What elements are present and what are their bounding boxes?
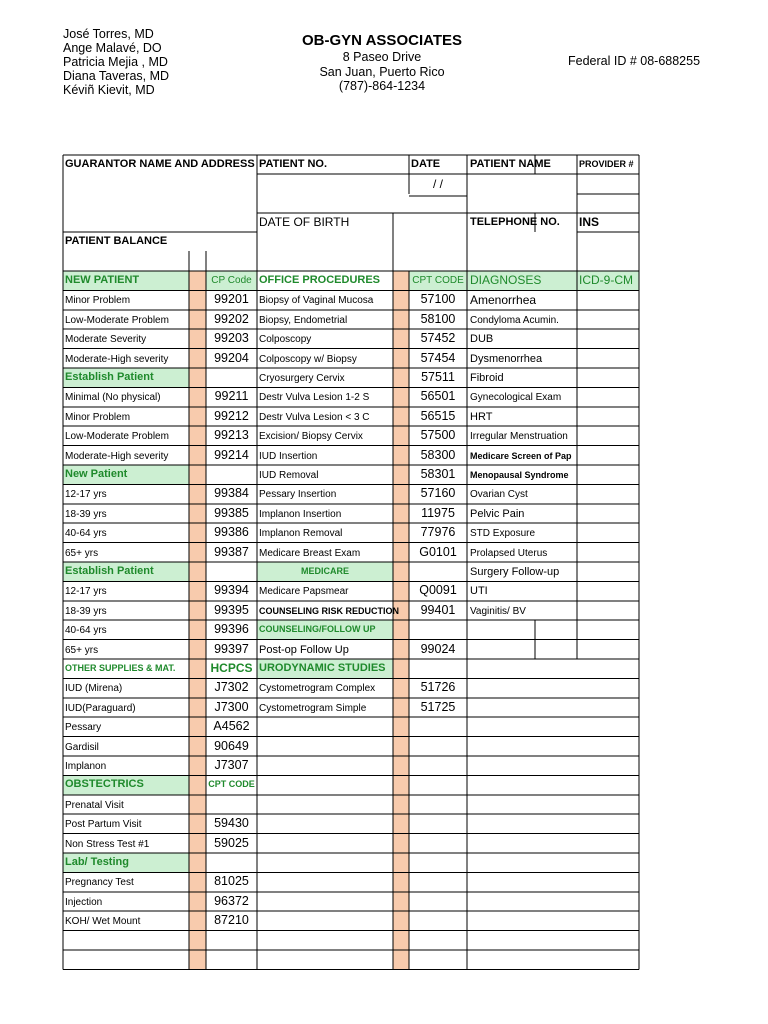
service-code: 99211: [214, 389, 249, 404]
icd-header: ICD-9-CM: [579, 273, 633, 287]
procedure-code: 57160: [420, 486, 456, 501]
service-label: Low-Moderate Problem: [65, 431, 169, 443]
service-label: 65+ yrs: [65, 547, 99, 559]
procedure-code: 56501: [420, 389, 456, 404]
procedure-label: COUNSELING RISK REDUCTION: [259, 605, 400, 616]
section-office-procedures: OFFICE PROCEDURES: [259, 274, 381, 286]
service-label: Implanon: [65, 761, 107, 772]
diagnosis-label: Medicare Screen of Pap: [470, 450, 572, 461]
procedure-code: 51725: [420, 699, 456, 714]
service-code: 59025: [214, 835, 249, 850]
service-code: 99204: [214, 350, 249, 365]
hcpcs-header: HCPCS: [210, 661, 253, 675]
doctor-name: José Torres, MD: [63, 27, 154, 41]
procedure-label: IUD Removal: [259, 470, 319, 481]
procedure-code: 57454: [420, 350, 456, 365]
procedure-label: Medicare Papsmear: [259, 586, 349, 598]
procedure-code: 99401: [420, 602, 456, 617]
service-code: 99201: [214, 292, 249, 307]
procedure-code: Q0091: [419, 583, 457, 598]
section-lab-testing: Lab/ Testing: [65, 856, 129, 868]
procedure-code: 57511: [421, 370, 455, 384]
procedure-code: 51726: [420, 680, 456, 695]
section-medicare: MEDICARE: [300, 566, 349, 576]
service-label: Prenatal Visit: [65, 799, 124, 811]
service-code: 99203: [214, 331, 249, 346]
section-other-supplies: OTHER SUPPLIES & MAT.: [65, 663, 176, 673]
service-code: 99396: [214, 622, 249, 637]
service-label: 40-64 yrs: [65, 625, 107, 637]
cp-code-header: CP Code: [211, 275, 252, 286]
procedure-label: Implanon Insertion: [259, 508, 342, 520]
service-code: 99384: [214, 486, 249, 501]
practice-address-line2: San Juan, Puerto Rico: [319, 64, 445, 79]
practice-name: OB-GYN ASSOCIATES: [301, 32, 462, 49]
procedure-code: 56515: [420, 408, 456, 423]
service-code: 99394: [214, 583, 249, 598]
dob-label: DATE OF BIRTH: [259, 215, 350, 229]
service-label: Non Stress Test #1: [65, 838, 150, 850]
service-label: Moderate Severity: [65, 334, 147, 346]
service-code: 99213: [214, 428, 249, 443]
diagnosis-label: DUB: [470, 333, 494, 346]
doctor-name: Patricia Mejia , MD: [63, 55, 168, 69]
service-label: Minimal (No physical): [65, 392, 161, 404]
service-label: 12-17 yrs: [65, 586, 107, 598]
doctor-name: Ange Malavé, DO: [63, 41, 162, 55]
procedure-label: Pessary Insertion: [259, 489, 337, 501]
service-label: Moderate-High severity: [65, 353, 169, 365]
diagnosis-label: Prolapsed Uterus: [470, 547, 548, 559]
practice-phone: (787)-864-1234: [338, 79, 426, 93]
diagnosis-label: HRT: [470, 410, 493, 423]
date-slashes: / /: [432, 177, 443, 191]
section-new-patient: New Patient: [65, 468, 128, 480]
procedure-label: Excision/ Biopsy Cervix: [259, 431, 363, 443]
service-label: 18-39 yrs: [65, 605, 107, 617]
section-obstetrics: OBSTECTRICS: [65, 778, 144, 791]
ins-label: INS: [579, 215, 600, 229]
service-label: IUD(Paraguard): [65, 702, 136, 714]
diagnosis-label: Vaginitis/ BV: [470, 605, 526, 617]
procedure-label: Destr Vulva Lesion 1-2 S: [259, 392, 370, 404]
patient-balance-label: PATIENT BALANCE: [65, 235, 168, 247]
procedure-label: Colposcopy: [259, 334, 312, 346]
procedure-code: 57500: [420, 428, 456, 443]
diagnosis-label: STD Exposure: [470, 528, 536, 540]
service-label: 18-39 yrs: [65, 508, 107, 520]
procedure-label: Cryosurgery Cervix: [259, 373, 345, 384]
telephone-label: TELEPHONE NO.: [470, 216, 560, 228]
procedure-code: 57452: [420, 331, 456, 346]
diagnoses-header: DIAGNOSES: [470, 273, 542, 287]
procedure-code: 57100: [420, 292, 456, 307]
guarantor-label: GUARANTOR NAME AND ADDRESS: [65, 158, 255, 170]
service-code: J7302: [214, 680, 249, 695]
service-label: 65+ yrs: [65, 644, 99, 656]
service-code: J7307: [214, 758, 249, 772]
diagnosis-label: Irregular Menstruation: [470, 431, 568, 443]
service-code: J7300: [214, 699, 249, 714]
service-code: 99397: [214, 641, 249, 656]
service-label: 40-64 yrs: [65, 528, 107, 540]
procedure-code: G0101: [419, 544, 457, 559]
procedure-label: Medicare Breast Exam: [259, 547, 361, 559]
patient-name-label: PATIENT NAME: [470, 158, 551, 170]
diagnosis-label: Ovarian Cyst: [470, 489, 528, 501]
diagnosis-label: Gynecological Exam: [470, 392, 562, 404]
diagnosis-label: Amenorrhea: [470, 293, 537, 308]
section-counseling: COUNSELING/FOLLOW UP: [259, 624, 376, 635]
service-label: Minor Problem: [65, 295, 131, 307]
practice-address-line1: 8 Paseo Drive: [342, 50, 422, 64]
diagnosis-label: Dysmenorrhea: [470, 352, 543, 365]
service-label: KOH/ Wet Mount: [65, 916, 141, 928]
patient-no-label: PATIENT NO.: [259, 158, 328, 170]
procedure-label: Post-op Follow Up: [259, 643, 349, 656]
procedure-code: 58300: [420, 447, 456, 462]
procedure-label: Biopsy of Vaginal Mucosa: [259, 295, 374, 307]
diagnosis-label: Pelvic Pain: [470, 507, 525, 520]
service-label: Injection: [65, 896, 103, 908]
service-label: Pregnancy Test: [65, 877, 134, 889]
section-establish-patient: Establish Patient: [65, 565, 154, 577]
service-label: Pessary: [65, 722, 102, 734]
service-code: 99202: [214, 311, 249, 326]
service-code: 99387: [214, 544, 249, 559]
diagnosis-label: Condyloma Acumin.: [470, 314, 559, 326]
service-code: 99395: [214, 602, 249, 617]
procedure-label: Implanon Removal: [259, 528, 343, 540]
service-code: A4562: [213, 719, 250, 734]
service-code: 99385: [214, 505, 249, 520]
service-label: 12-17 yrs: [65, 489, 107, 501]
service-label: Post Partum Visit: [65, 819, 142, 831]
service-code: [206, 795, 257, 814]
service-code: 99386: [214, 525, 249, 540]
service-code: 99212: [214, 408, 249, 423]
procedure-code: 77976: [420, 525, 456, 540]
service-label: IUD (Mirena): [65, 683, 123, 695]
service-code: 90649: [214, 738, 249, 753]
section-new-patient: NEW PATIENT: [65, 274, 140, 286]
doctor-name: Kéviñ Kievit, MD: [63, 83, 155, 97]
service-label: Low-Moderate Problem: [65, 314, 169, 326]
date-label: DATE: [411, 158, 441, 170]
diagnosis-label: Surgery Follow-up: [470, 566, 560, 578]
service-code: 99214: [214, 447, 249, 462]
service-code: 81025: [214, 874, 249, 889]
section-establish-patient: Establish Patient: [65, 371, 154, 383]
procedure-label: Colposcopy w/ Biopsy: [259, 353, 357, 365]
service-label: Gardisil: [65, 741, 99, 753]
service-label: Moderate-High severity: [65, 450, 169, 462]
service-code: 87210: [214, 913, 249, 928]
federal-id: Federal ID # 08-688255: [568, 54, 701, 68]
provider-label: PROVIDER #: [579, 159, 634, 169]
procedure-label: IUD Insertion: [259, 450, 318, 462]
diagnosis-label: Fibroid: [470, 372, 504, 384]
diagnosis-label: UTI: [470, 585, 488, 598]
doctor-name: Diana Taveras, MD: [63, 69, 170, 83]
cpt-code-header: CPT CODE: [412, 275, 464, 286]
procedure-label: Biopsy, Endometrial: [259, 314, 348, 326]
service-label: Minor Problem: [65, 411, 131, 423]
service-code: 96372: [214, 893, 249, 908]
diagnosis-label: Menopausal Syndrome: [470, 470, 569, 480]
procedure-label: Cystometrogram Complex: [259, 683, 376, 695]
procedure-code: 11975: [421, 505, 455, 520]
procedure-label: Destr Vulva Lesion < 3 C: [259, 411, 370, 423]
section-urodynamic: URODYNAMIC STUDIES: [259, 662, 386, 674]
procedure-code: 99024: [420, 641, 456, 656]
procedure-label: Cystometrogram Simple: [259, 702, 367, 714]
cpt-code-header: CPT CODE: [208, 779, 255, 790]
procedure-code: 58100: [420, 311, 456, 326]
service-code: 59430: [214, 816, 249, 831]
procedure-code: 58301: [420, 467, 456, 481]
